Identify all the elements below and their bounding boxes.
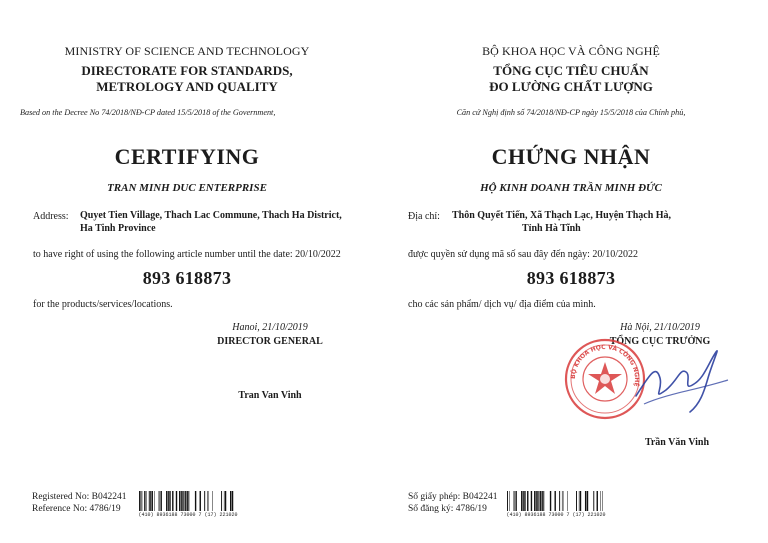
legal-basis: Căn cứ Nghị định số 74/2018/NĐ-CP ngày 15/5/2018 của Chính phủ, xyxy=(456,108,686,117)
reference-no: Reference No: 4786/19 xyxy=(32,504,121,514)
usage-right-text: được quyền sử dụng mã số sau đây đến ngày: 20/10/2022 xyxy=(408,249,638,260)
barcode-number: (410) 8936188 73000 7 (17) 221020 xyxy=(506,512,606,518)
enterprise-name: HỘ KINH DOANH TRẦN MINH ĐỨC xyxy=(480,182,662,194)
seal-text: BỘ KHOA HỌC VÀ CÔNG NGHỆ xyxy=(569,343,641,388)
address-line1: Thôn Quyết Tiến, Xã Thạch Lạc, Huyện Thạch Hà, xyxy=(452,210,672,221)
address-line1: Quyet Tien Village, Thach Lac Commune, Thach Ha District, xyxy=(80,210,342,221)
registered-no: Số giấy phép: B042241 xyxy=(408,492,498,502)
directorate-name xyxy=(10,63,364,95)
directorate-line2: ĐO LƯỜNG CHẤT LƯỢNG xyxy=(489,79,653,94)
signer-position: DIRECTOR GENERAL xyxy=(217,336,323,347)
ministry-name: MINISTRY OF SCIENCE AND TECHNOLOGY xyxy=(64,44,310,58)
registered-no: Registered No: B042241 xyxy=(32,492,127,502)
certificate-title: CERTIFYING xyxy=(114,144,260,169)
address-value xyxy=(80,210,370,235)
certificate-vietnamese xyxy=(384,0,768,543)
directorate-line1: DIRECTORATE FOR STANDARDS, xyxy=(81,63,293,78)
address-line2: Ha Tinh Province xyxy=(80,222,156,234)
usage-right-text: to have right of using the following article number until the date: 20/10/2022 xyxy=(33,249,341,260)
address-label: Address: xyxy=(33,211,69,222)
registration-info xyxy=(408,491,497,515)
reference-no: Số đăng ký: 4786/19 xyxy=(408,504,487,514)
place-date: Hanoi, 21/10/2019 xyxy=(232,322,308,333)
signer-position: TỔNG CỤC TRƯỞNG xyxy=(609,336,711,347)
products-text: cho các sản phẩm/ dịch vụ/ địa điểm của mình. xyxy=(408,299,596,310)
legal-basis: Based on the Decree No 74/2018/NĐ-CP dated 15/5/2018 of the Government, xyxy=(20,108,276,117)
enterprise-name: TRAN MINH DUC ENTERPRISE xyxy=(107,182,267,194)
article-number: 893 618873 xyxy=(526,268,616,288)
barcode-image xyxy=(506,491,606,511)
directorate-line2: METROLOGY AND QUALITY xyxy=(96,79,278,94)
address-label: Địa chỉ: xyxy=(408,211,440,222)
article-number: 893 618873 xyxy=(142,268,232,288)
directorate-name xyxy=(394,63,748,95)
signature-icon xyxy=(616,334,736,424)
certificate-title: CHỨNG NHẬN xyxy=(491,144,651,169)
barcode-image xyxy=(138,491,238,511)
address-line2: Tỉnh Hà Tĩnh xyxy=(522,222,581,234)
products-text: for the products/services/locations. xyxy=(33,299,173,310)
signer-name: Tran Van Vinh xyxy=(238,390,302,401)
barcode-number: (410) 8936188 73000 7 (17) 221020 xyxy=(138,512,238,518)
ministry-name: BỘ KHOA HỌC VÀ CÔNG NGHỆ xyxy=(482,44,660,58)
directorate-line1: TỔNG CỤC TIÊU CHUẨN xyxy=(493,63,649,78)
signer-name: Trần Văn Vinh xyxy=(644,437,710,448)
address-value xyxy=(452,210,752,235)
place-date: Hà Nội, 21/10/2019 xyxy=(620,322,700,333)
registration-info xyxy=(32,491,126,515)
